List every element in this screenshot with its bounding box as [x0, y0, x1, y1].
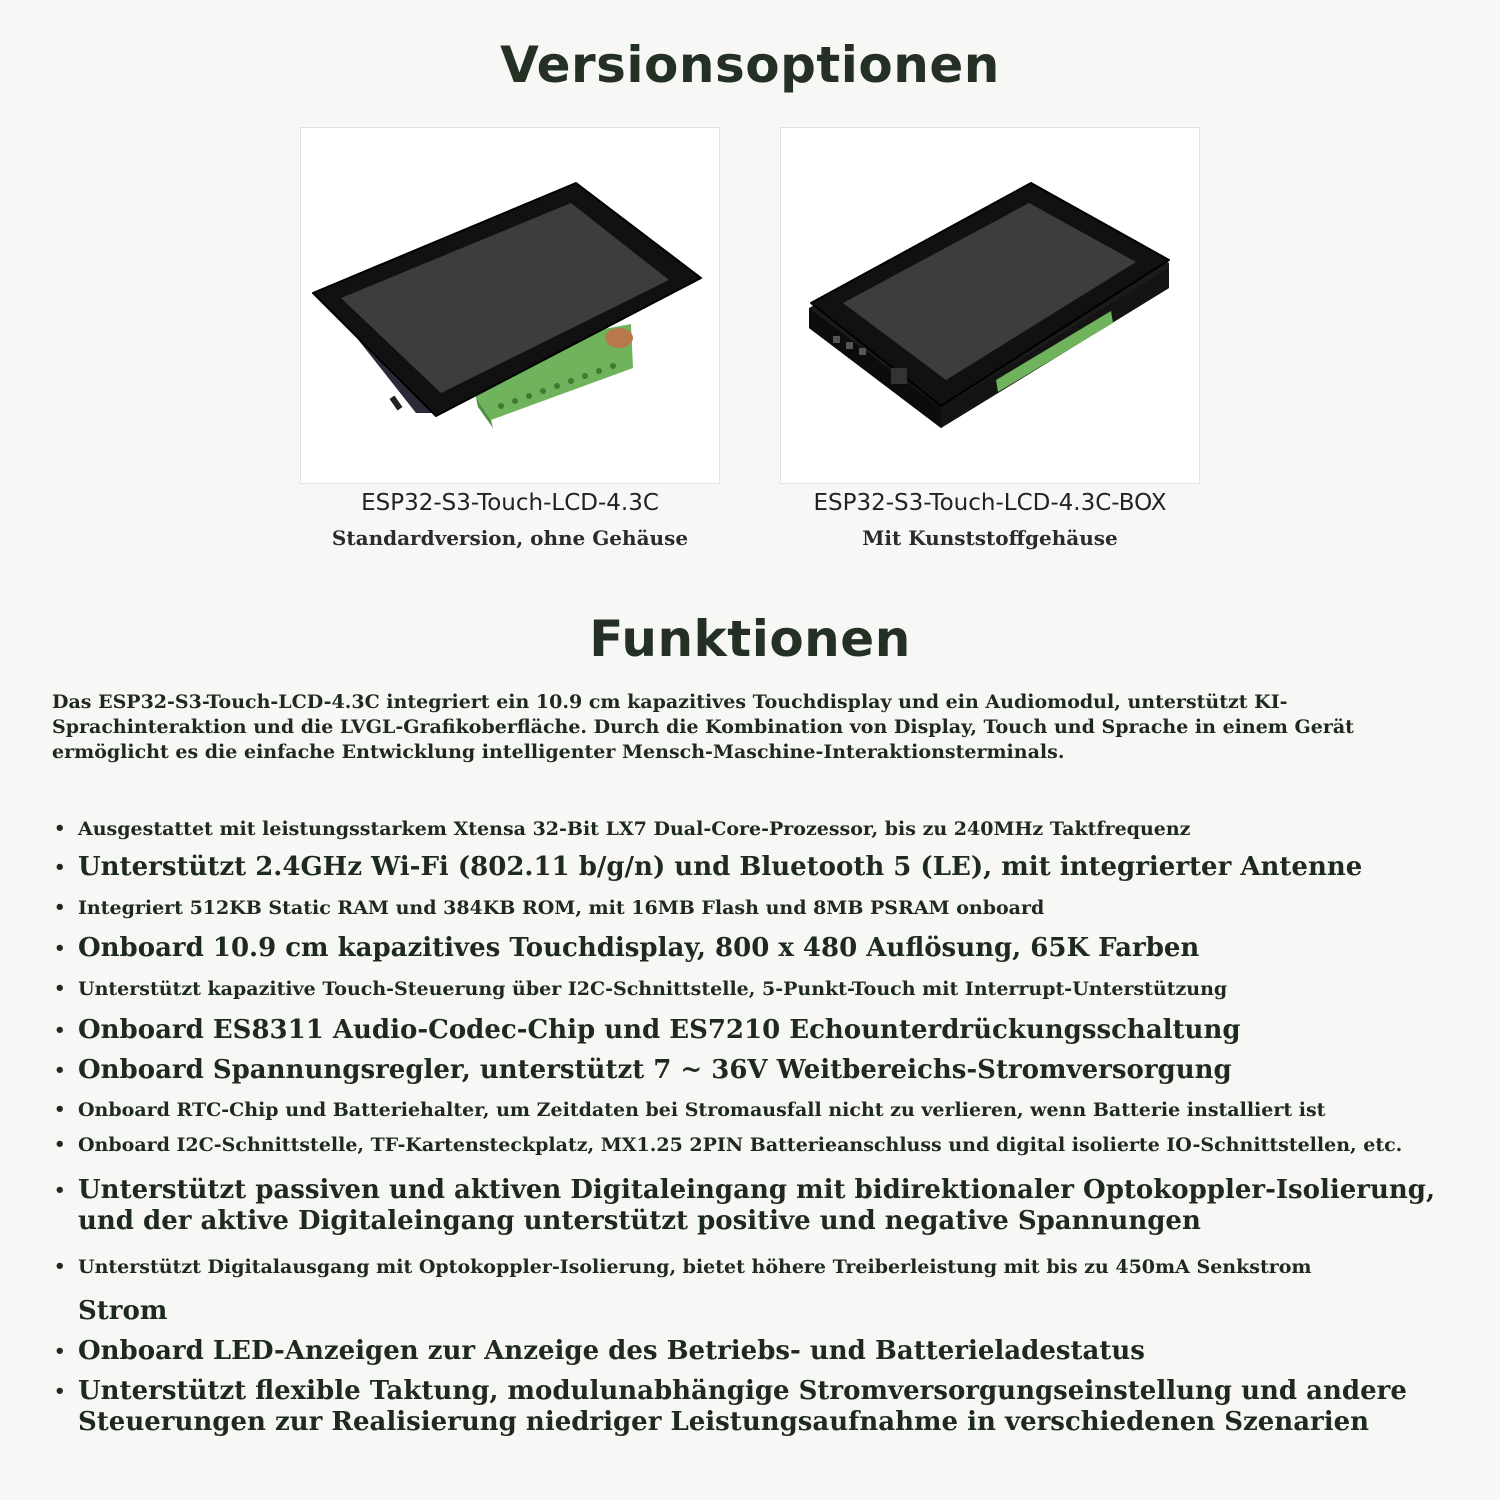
list-item: • Onboard RTC-Chip und Batteriehalter, um Zeitdaten bei Stromausfall nicht zu verlieren, wenn Batterie installiert ist: [54, 1099, 1326, 1121]
list-item: • Onboard Spannungsregler, unterstützt 7 ~ 36V Weitbereichs-Stromversorgung: [54, 1055, 1232, 1085]
versions-title: Versionsoptionen: [500, 36, 1000, 94]
product-subtitle-box: Mit Kunststoffgehäuse: [862, 526, 1118, 550]
list-item: • Unterstützt kapazitive Touch-Steuerung über I2C-Schnittstelle, 5-Punkt-Touch mit Interrupt-Unterstützung: [54, 978, 1228, 1000]
list-item: • Ausgestattet mit leistungsstarkem Xtensa 32-Bit LX7 Dual-Core-Prozessor, bis zu 240MHz Taktfrequenz: [54, 818, 1191, 840]
list-item: • Onboard I2C-Schnittstelle, TF-Kartensteckplatz, MX1.25 2PIN Batterieanschluss und digital isolierte IO-Schnittstellen, etc.: [54, 1134, 1403, 1156]
list-item: • Unterstützt passiven und aktiven Digitaleingang mit bidirektionaler Optokoppler-Isolierung, und der aktive Digitaleingang unterstützt positive und negative Spannungen: [54, 1175, 1436, 1236]
list-item: • Onboard LED-Anzeigen zur Anzeige des Betriebs- und Batterieladestatus: [54, 1336, 1145, 1366]
product-image-box: [780, 127, 1200, 484]
list-item: • Unterstützt flexible Taktung, modulunabhängige Stromversorgungseinstellung und andere Steuerungen zur Realisierung niedriger Leistungsaufnahme in verschiedenen Szenarien: [54, 1376, 1407, 1437]
list-item: • Unterstützt 2.4GHz Wi-Fi (802.11 b/g/n) und Bluetooth 5 (LE), mit integrierter Antenne: [54, 852, 1363, 882]
features-intro: Das ESP32-S3-Touch-LCD-4.3C integriert ein 10.9 cm kapazitives Touchdisplay und ein Audiomodul, unterstützt KI-Sprachinteraktion und die LVGL-Grafikoberfläche. Durch die Kombination von Display, Touch und Sprache in einem Gerät ermöglicht es die einfache Entwicklung intelligenter Mensch-Maschine-Interaktionsterminals.: [52, 691, 1354, 763]
list-item: • Unterstützt Digitalausgang mit Optokoppler-Isolierung, bietet höhere Treiberleistung mit bis zu 450mA Senkstrom: [54, 1256, 1312, 1278]
product-name-box: ESP32-S3-Touch-LCD-4.3C-BOX: [813, 490, 1167, 516]
product-image-standard: [300, 127, 720, 484]
list-item-continuation: Strom: [78, 1296, 168, 1326]
lcd-module-illustration: [301, 128, 721, 485]
product-name-standard: ESP32-S3-Touch-LCD-4.3C: [361, 490, 659, 516]
list-item: • Onboard ES8311 Audio-Codec-Chip und ES7210 Echounterdrückungsschaltung: [54, 1015, 1241, 1045]
lcd-box-illustration: [781, 128, 1201, 485]
features-title: Funktionen: [589, 610, 911, 668]
list-item: • Integriert 512KB Static RAM und 384KB ROM, mit 16MB Flash und 8MB PSRAM onboard: [54, 897, 1045, 919]
list-item: • Onboard 10.9 cm kapazitives Touchdisplay, 800 x 480 Auflösung, 65K Farben: [54, 933, 1200, 963]
product-subtitle-standard: Standardversion, ohne Gehäuse: [331, 526, 689, 550]
